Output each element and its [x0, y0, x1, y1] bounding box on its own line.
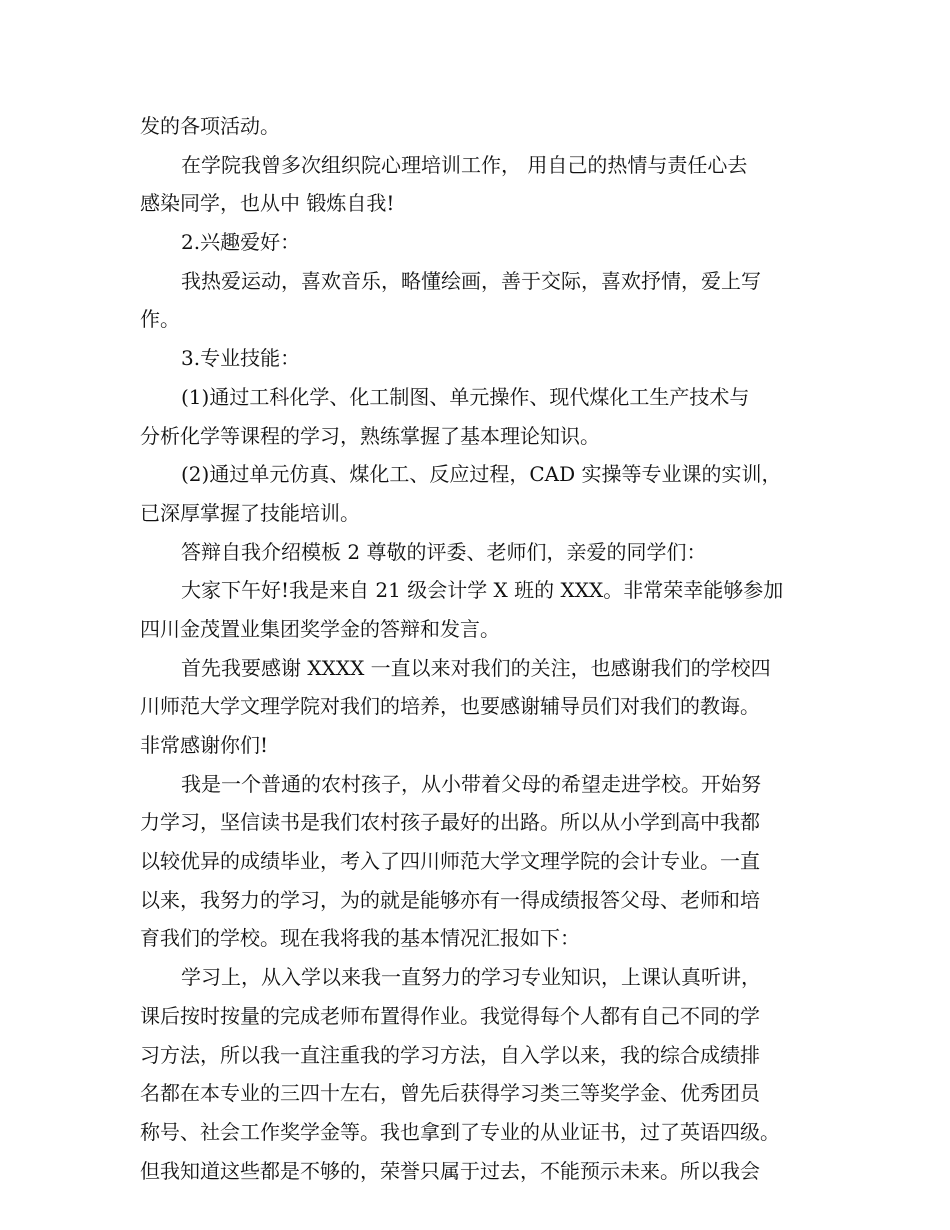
- text-line: 感染同学，也从中 锻炼自我!: [140, 191, 395, 216]
- text-line: 非常感谢你们!: [140, 733, 269, 757]
- text-line: 大家下午好!我是来自 21 级会计学 X 班的 XXX。非常荣幸能够参加: [181, 578, 784, 603]
- text-line: 我是一个普通的农村孩子，从小带着父母的希望走进学校。开始努: [181, 771, 761, 796]
- text-line: 以来，我努力的学习，为的就是能够亦有一得成绩报答父母、老师和培: [140, 887, 760, 912]
- text-line: 在学院我曾多次组织院心理培训工作， 用自己的热情与责任心去: [181, 152, 748, 177]
- text-line: 我热爱运动，喜欢音乐，略懂绘画，善于交际，喜欢抒情，爱上写: [181, 268, 761, 293]
- text-line: 首先我要感谢 XXXX 一直以来对我们的关注，也感谢我们的学校四: [181, 655, 771, 680]
- text-line: 答辩自我介绍模板 2 尊敬的评委、老师们，亲爱的同学们：: [181, 539, 707, 564]
- text-line: 3.专业技能：: [181, 346, 301, 371]
- text-line: 作。: [140, 307, 180, 332]
- text-line: 以较优异的成绩毕业，考入了四川师范大学文理学院的会计专业。一直: [140, 849, 760, 874]
- text-line: 力学习，坚信读书是我们农村孩子最好的出路。所以从小学到高中我都: [140, 810, 760, 835]
- text-line: 学习上，从入学以来我一直努力的学习专业知识，上课认真听讲，: [181, 965, 761, 990]
- text-line: (1)通过工科化学、化工制图、单元操作、现代煤化工生产技术与: [181, 384, 750, 409]
- text-line: 名都在本专业的三四十左右，曾先后获得学习类三等奖学金、优秀团员: [140, 1081, 760, 1106]
- text-line: 称号、社会工作奖学金等。我也拿到了专业的从业证书，过了英语四级。: [140, 1119, 780, 1144]
- document-body: [140, 107, 830, 1190]
- text-line: 课后按时按量的完成老师布置得作业。我觉得每个人都有自己不同的学: [140, 1003, 760, 1028]
- text-line: 发的各项活动。: [140, 114, 280, 138]
- text-line: 四川金茂置业集团奖学金的答辩和发言。: [140, 616, 500, 641]
- text-line: 但我知道这些都是不够的，荣誉只属于过去，不能预示未来。所以我会: [140, 1158, 760, 1183]
- text-line: 育我们的学校。现在我将我的基本情况汇报如下：: [140, 926, 580, 951]
- text-line: 习方法，所以我一直注重我的学习方法，自入学以来，我的综合成绩排: [140, 1042, 760, 1067]
- text-line: 分析化学等课程的学习，熟练掌握了基本理论知识。: [140, 423, 600, 448]
- text-line: (2)通过单元仿真、煤化工、反应过程，CAD 实操等专业课的实训，: [181, 462, 782, 487]
- text-line: 2.兴趣爱好：: [181, 230, 301, 255]
- text-line: 川师范大学文理学院对我们的培养，也要感谢辅导员们对我们的教诲。: [140, 694, 760, 719]
- text-line: 已深厚掌握了技能培训。: [140, 500, 360, 525]
